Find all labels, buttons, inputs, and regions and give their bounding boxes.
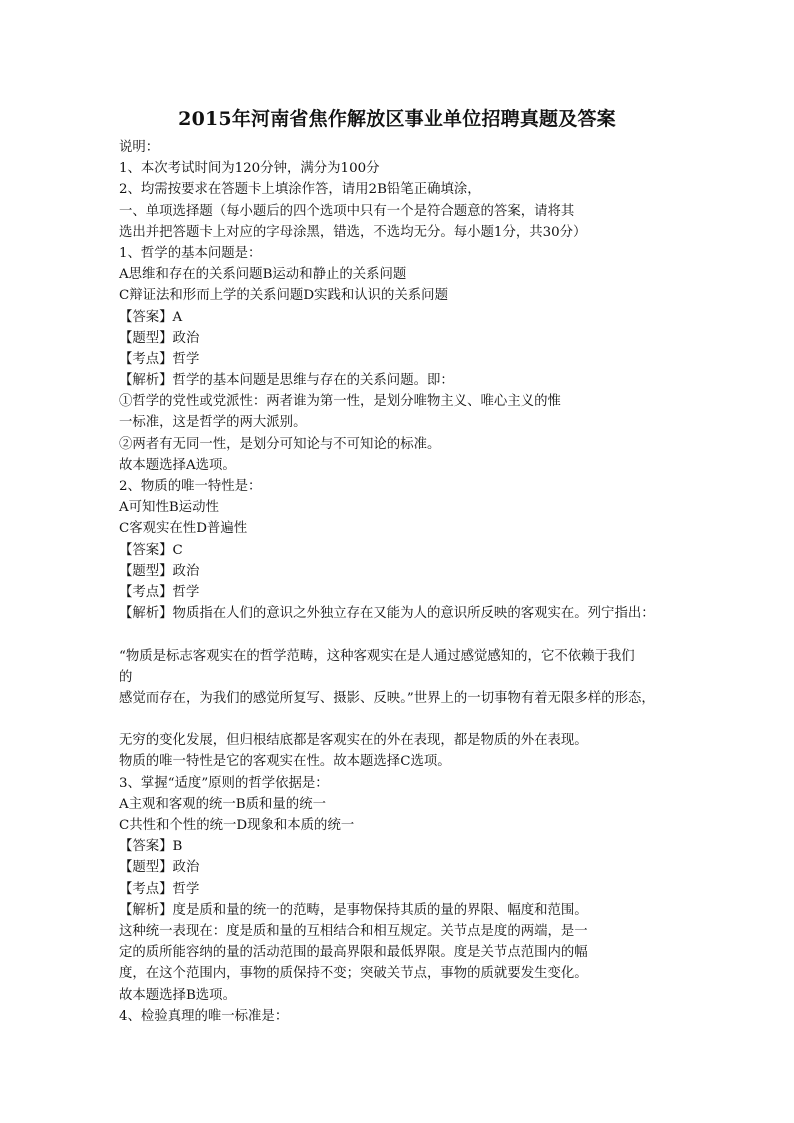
text-line: 3、掌握“适度”原则的哲学依据是： [119,775,329,791]
text-line: ②两者有无同一性，是划分可知论与不可知论的标准。 [119,436,441,452]
text-line: 【解析】物质指在人们的意识之外独立存在又能为人的意识所反映的客观实在。列宁指出： [119,606,655,622]
text-line: 的 [119,669,133,685]
text-line: 度，在这个范围内，事物的质保持不变；突破关节点，事物的质就要发生变化。 [119,966,588,982]
text-line: A思维和存在的关系问题B运动和静止的关系问题 [119,267,407,283]
text-line: 【解析】哲学的基本问题是思维与存在的关系问题。即： [119,373,454,389]
text-line: 【答案】B [119,839,183,855]
text-line: “物质是标志客观实在的哲学范畴，这种客观实在是人通过感觉感知的，它不依赖于我们 [119,648,635,664]
text-line: ①哲学的党性或党派性：两者谁为第一性，是划分唯物主义、唯心主义的惟 [119,394,561,410]
text-line: 【题型】政治 [119,860,200,876]
text-line: 2、均需按要求在答题卡上填涂作答，请用2B铅笔正确填涂， [119,182,481,198]
text-line: 一、单项选择题（每小题后的四个选项中只有一个是符合题意的答案，请将其 [119,203,575,219]
text-line: A主观和客观的统一B质和量的统一 [119,796,326,812]
text-line: 这种统一表现在：度是质和量的互相结合和相互规定。关节点是度的两端，是一 [119,923,588,939]
text-line: 感觉而存在，为我们的感觉所复写、摄影、反映。”世界上的一切事物有着无限多样的形态， [119,690,655,706]
text-line: 【答案】C [119,542,183,558]
text-line: 一标准，这是哲学的两大派别。 [119,415,307,431]
page-title: 2015年河南省焦作解放区事业单位招聘真题及答案 [178,108,616,130]
text-line: 【解析】度是质和量的统一的范畴，是事物保持其质的量的界限、幅度和范围。 [119,902,588,918]
text-line: 选出并把答题卡上对应的字母涂黑，错选，不选均无分。每小题1分，共30分） [119,224,587,240]
text-line: A可知性B运动性 [119,500,219,516]
text-line: 物质的唯一特性是它的客观实在性。故本题选择C选项。 [119,754,451,770]
blank-line [119,624,699,645]
text-line: C共性和个性的统一D现象和本质的统一 [119,818,355,833]
text-line: 1、哲学的基本问题是： [119,245,262,261]
document-body [119,137,699,1027]
text-line: 2、物质的唯一特性是： [119,479,262,494]
text-line: 4、检验真理的唯一标准是： [119,1008,289,1024]
text-line: 说明： [119,140,160,155]
text-line: 故本题选择A选项。 [119,457,236,473]
text-line: 【考点】哲学 [119,584,200,600]
text-line: 【题型】政治 [119,330,200,346]
text-line: 定的质所能容纳的量的活动范围的最高界限和最低界限。度是关节点范围内的幅 [119,945,588,961]
text-line: 1、本次考试时间为120分钟，满分为100分 [119,161,380,177]
text-line: C客观实在性D普遍性 [119,521,248,537]
text-line: 故本题选择B选项。 [119,987,236,1003]
text-line: C辩证法和形而上学的关系问题D实践和认识的关系问题 [119,288,448,304]
blank-line [119,709,699,730]
text-line: 【考点】哲学 [119,881,200,897]
text-line: 无穷的变化发展，但归根结底都是客观实在的外在表现，都是物质的外在表现。 [119,733,588,749]
text-line: 【考点】哲学 [119,351,200,367]
text-line: 【答案】A [119,309,183,325]
text-line: 【题型】政治 [119,563,200,579]
